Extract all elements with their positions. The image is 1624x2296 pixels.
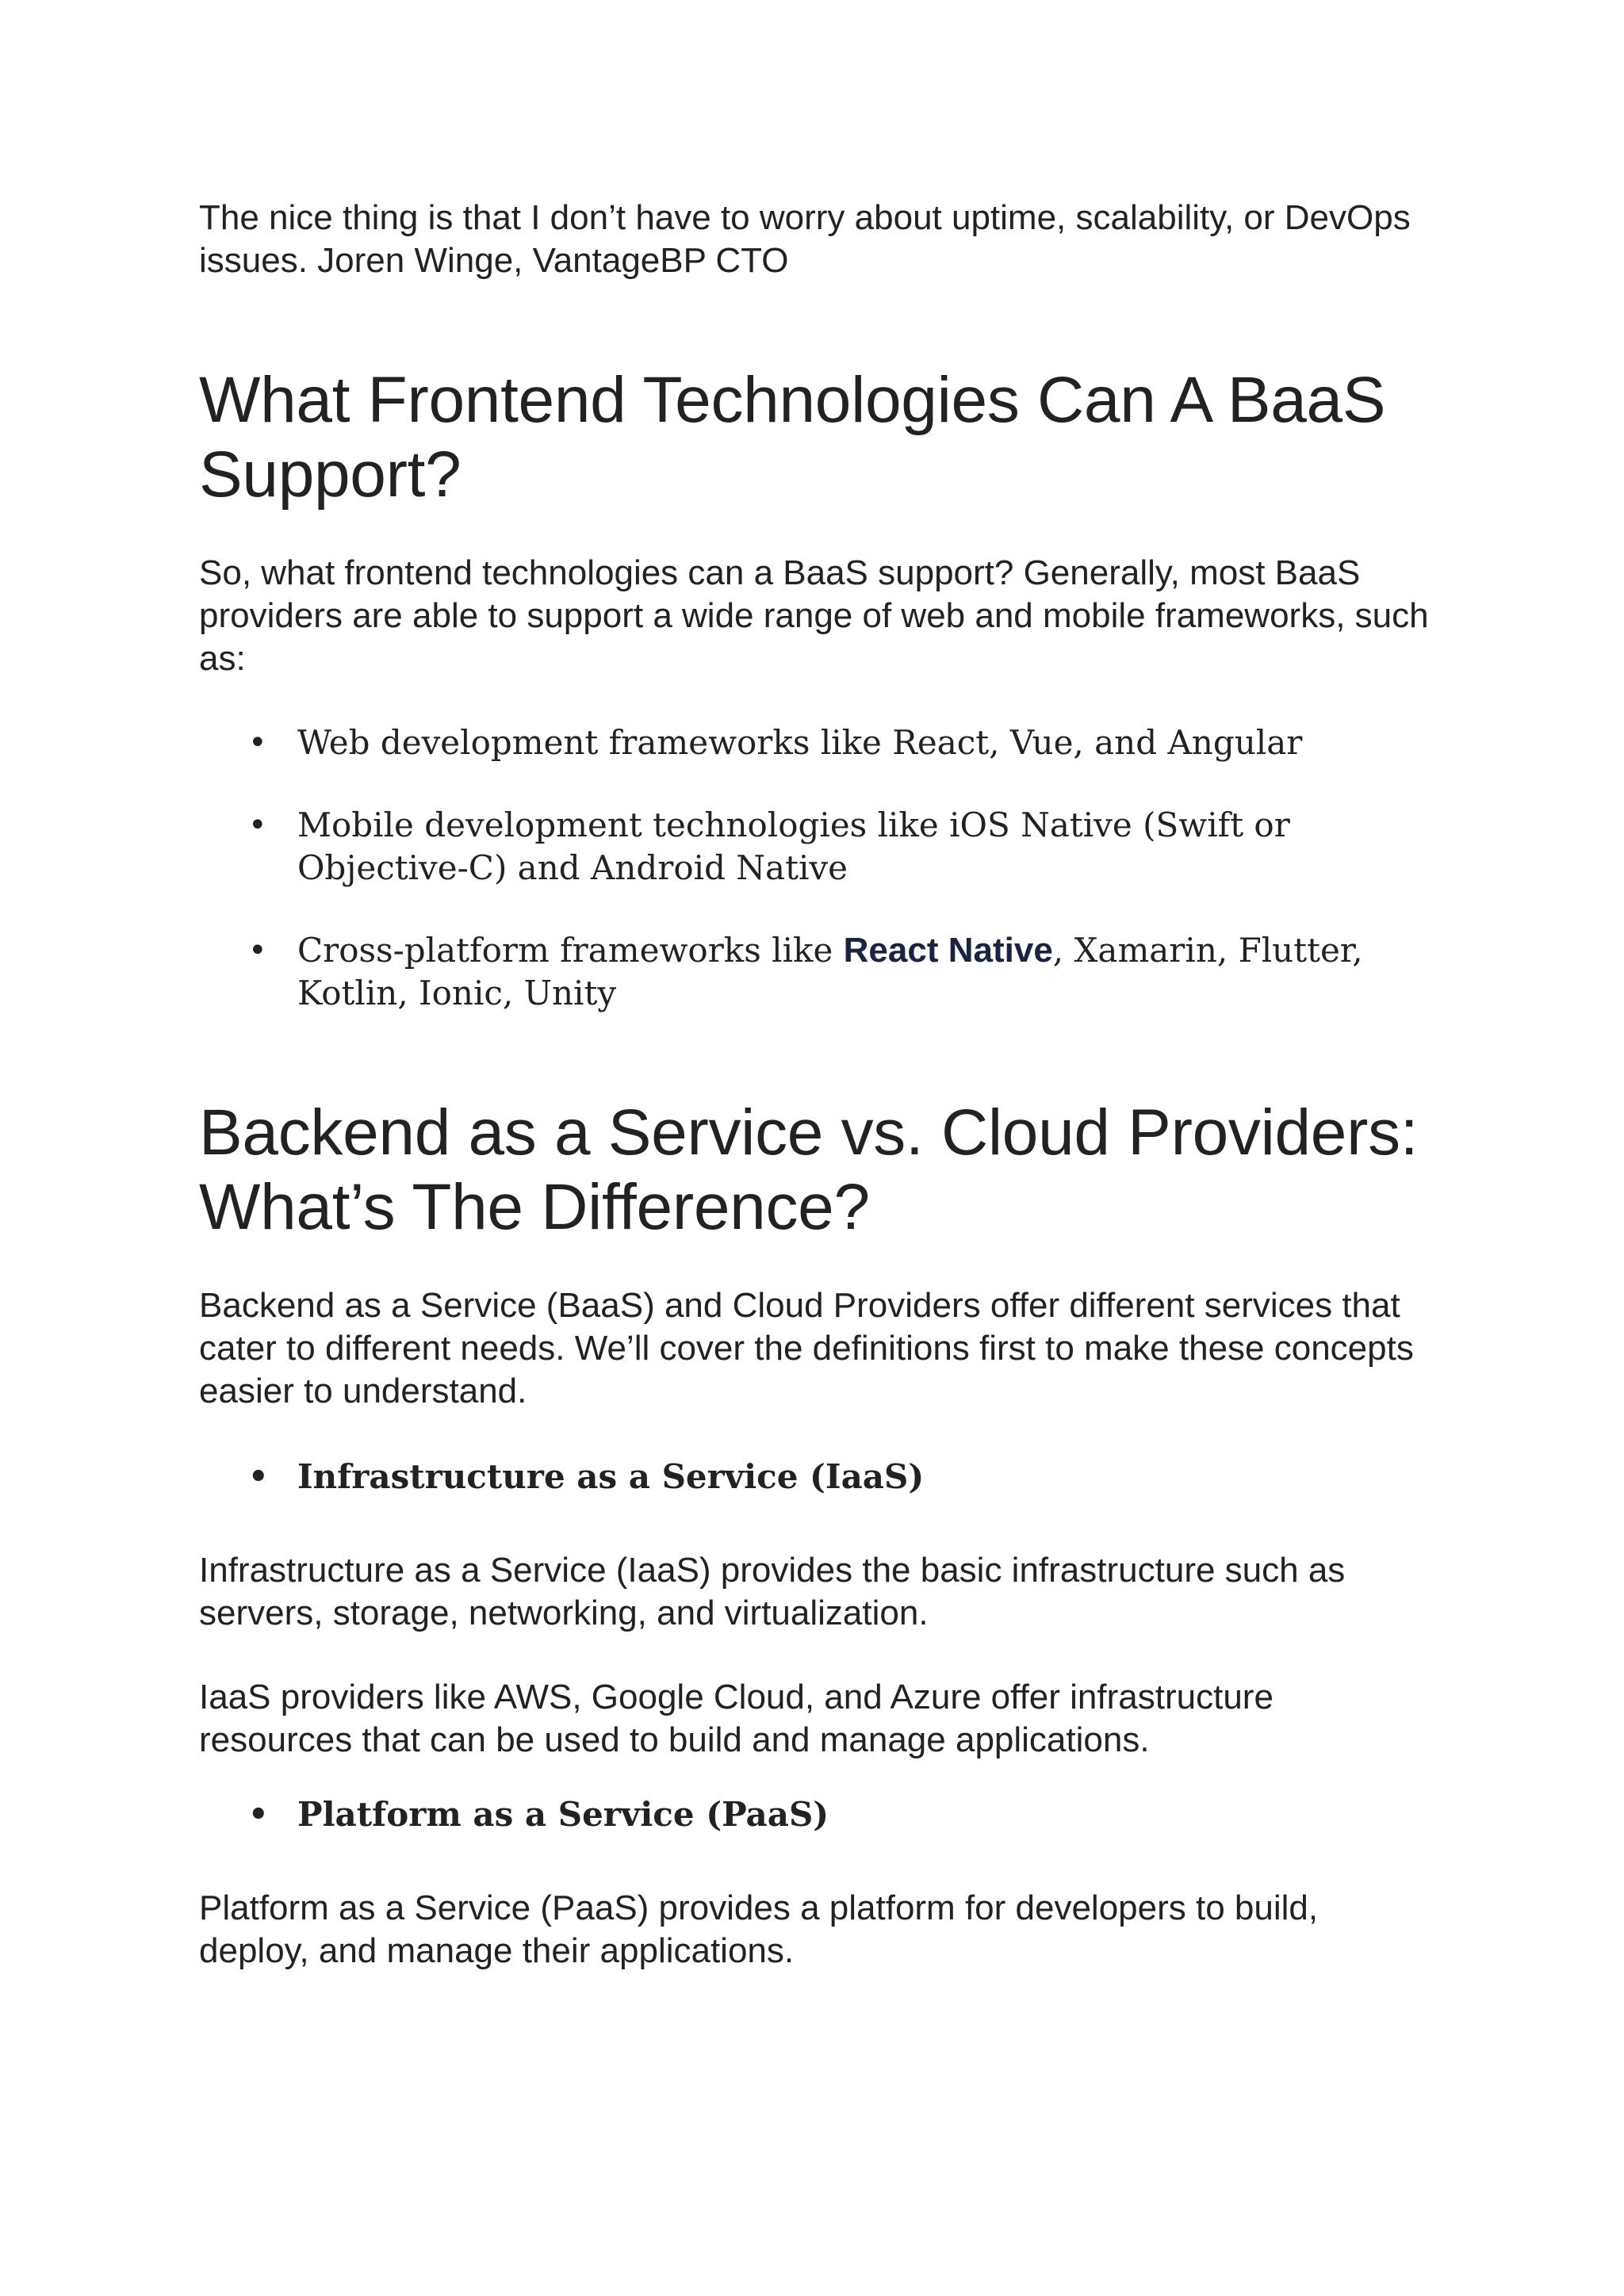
list-item	[199, 929, 1468, 1015]
section-heading-frontend: What Frontend Technologies Can A BaaS Support?	[199, 364, 1386, 511]
iaas-paragraph-2: IaaS providers like AWS, Google Cloud, and Azure offer infrastructure resources that can be used to build and manage applications.	[199, 1678, 1274, 1759]
list-item	[199, 1456, 1468, 1498]
paas-list	[199, 1793, 1468, 1836]
list-item	[199, 1793, 1468, 1836]
iaas-title: Infrastructure as a Service (IaaS)	[297, 1457, 925, 1496]
iaas-paragraph-1: Infrastructure as a Service (IaaS) provides the basic infrastructure such as servers, storage, networking, and virtualization.	[199, 1551, 1346, 1632]
section-heading-baas-vs-cloud: Backend as a Service vs. Cloud Providers: What’s The Difference?	[199, 1096, 1419, 1243]
frontend-intro-paragraph: So, what frontend technologies can a BaaS support? Generally, most BaaS providers are able to support a wide range of web and mobile frameworks, such as:	[199, 553, 1429, 678]
list-item	[199, 721, 1468, 764]
frontend-tech-list	[199, 721, 1468, 1015]
quote-paragraph: The nice thing is that I don’t have to worry about uptime, scalability, or DevOps issues. Joren Winge, VantageBP CTO	[199, 198, 1411, 280]
list-item-text: Web development frameworks like React, Vue, and Angular	[297, 723, 1303, 762]
iaas-list	[199, 1456, 1468, 1498]
list-item-text-prefix: Cross-platform frameworks like	[297, 931, 844, 970]
paas-title: Platform as a Service (PaaS)	[297, 1795, 829, 1834]
react-native-link[interactable]: React Native	[843, 931, 1053, 970]
list-item	[199, 804, 1468, 890]
paas-paragraph-1: Platform as a Service (PaaS) provides a platform for developers to build, deploy, and manage their applications.	[199, 1888, 1319, 1970]
list-item-text-suffix: , Xamarin, Flutter, Kotlin, Ionic, Unity	[297, 931, 1363, 1012]
baas-vs-cloud-intro-paragraph: Backend as a Service (BaaS) and Cloud Providers offer different services that cater to different needs. We’ll cover the definitions first to make these concepts easier to understand.	[199, 1286, 1414, 1410]
list-item-text: Mobile development technologies like iOS Native (Swift or Objective-C) and Android Native	[297, 806, 1290, 887]
